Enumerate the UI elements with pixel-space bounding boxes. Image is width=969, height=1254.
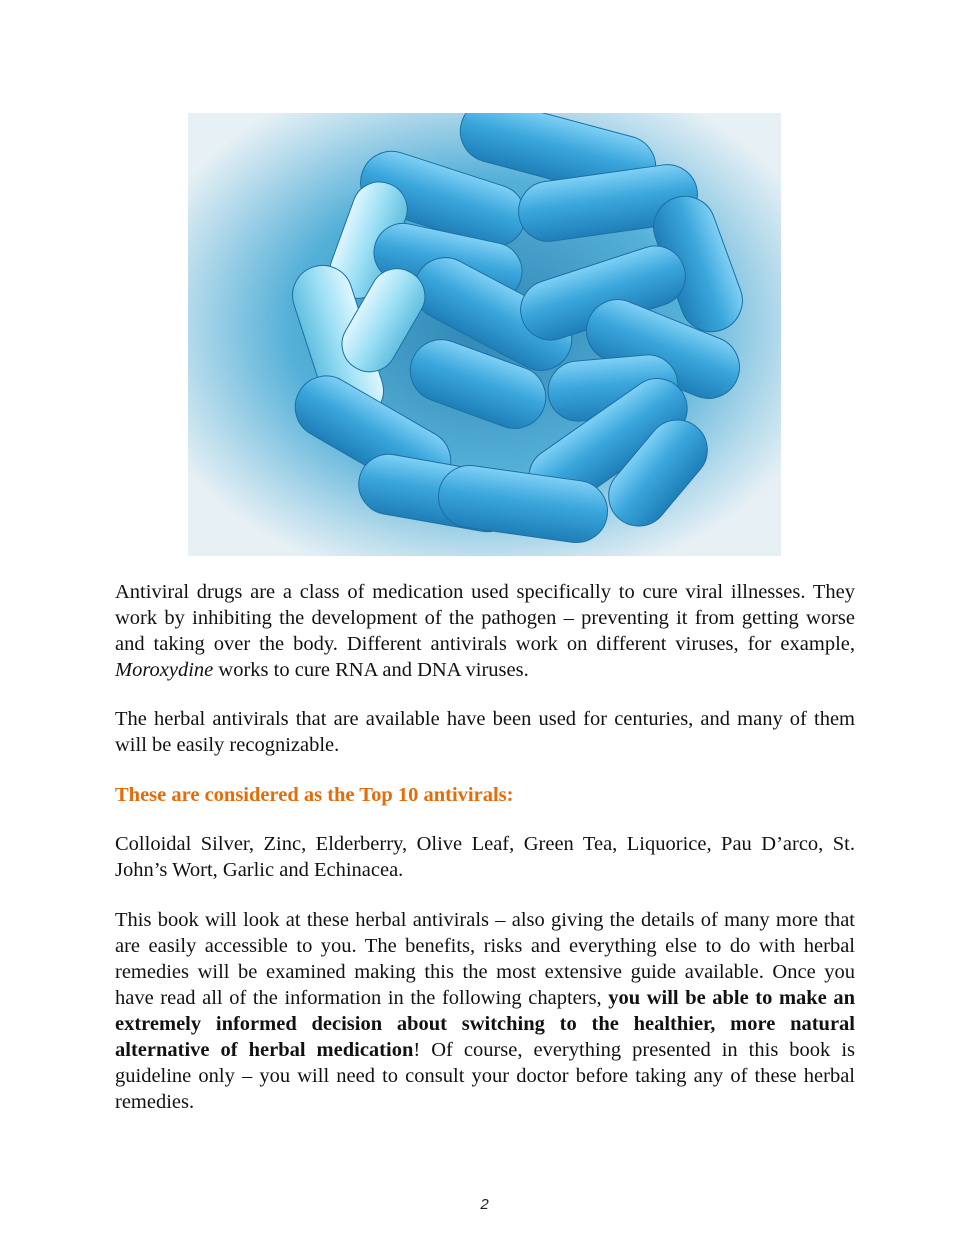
paragraph-book-overview [115, 907, 855, 1115]
section-heading [115, 782, 855, 808]
paragraph1-end: works to cure RNA and DNA viruses. [213, 659, 529, 681]
paragraph-top-10-list [115, 831, 855, 883]
heading-text: These are considered as the Top 10 antivirals: [115, 784, 514, 806]
paragraph4-start: This book will look at these herbal antivirals – also giving the details of many more that are easily accessible to you. The benefits, risks and everything else to do with herbal remedies will be examined making this the most extensive guide available. Once you have read all of the information in the following chapters, [115, 909, 855, 1009]
paragraph1-start: Antiviral drugs are a class of medication used specifically to cure viral illnesses. They work by inhibiting the development of the pathogen – preventing it from getting worse and taking over the body. Different antivirals work on different viruses, for example, [115, 581, 855, 655]
paragraph-herbal-antivirals [115, 706, 855, 758]
paragraph2-text: The herbal antivirals that are available have been used for centuries, and many of them will be easily recognizable. [115, 708, 855, 756]
capsules-photo [188, 113, 781, 556]
paragraph3-text: Colloidal Silver, Zinc, Elderberry, Olive Leaf, Green Tea, Liquorice, Pau D’arco, St. John’s Wort, Garlic and Echinacea. [115, 833, 855, 881]
paragraph4-bold: you will be able to make an extremely informed decision about switching to the healthier, more natural alternative of herbal medication [115, 987, 855, 1061]
page-number: 2 [480, 1196, 489, 1213]
capsules-illustration [188, 113, 781, 556]
paragraph-antiviral-drugs [115, 579, 855, 683]
paragraph1-italic: Moroxydine [115, 659, 214, 681]
paragraph4-end: ! Of course, everything presented in this book is guideline only – you will need to consult your doctor before taking any of these herbal remedies. [115, 1039, 855, 1113]
